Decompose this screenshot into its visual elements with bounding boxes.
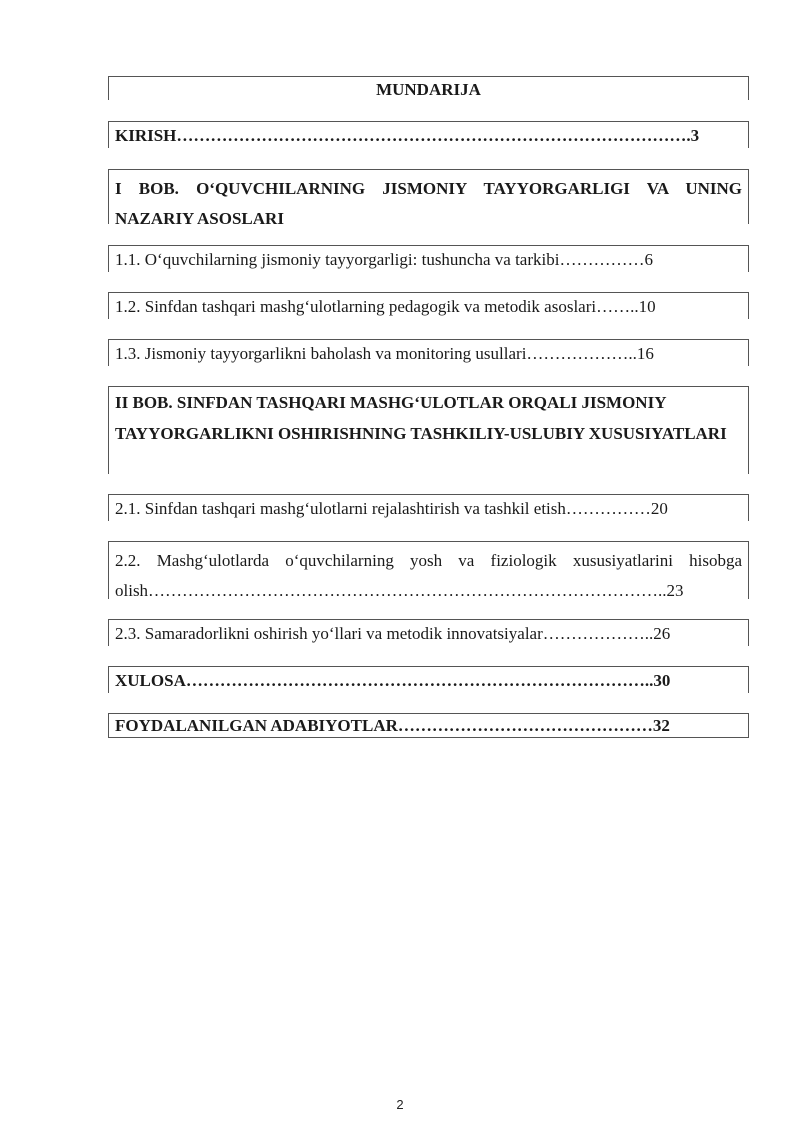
toc-title: MUNDARIJA [108, 76, 749, 100]
toc-entry-1-2: 1.2. Sinfdan tashqari mashg‘ulotlarning pedagogik va metodik asoslari……..10 [108, 292, 749, 319]
toc-entry-references: FOYDALANILGAN ADABIYOTLAR………………………………………32 [108, 713, 749, 738]
toc-chapter-2: II BOB. SINFDAN TASHQARI MASHG‘ULOTLAR ORQALI JISMONIY TAYYORGARLIKNI OSHIRISHNING TASHKILIY-USLUBIY XUSUSIYATLARI [108, 386, 749, 474]
table-of-contents [108, 76, 749, 738]
page-number: 2 [396, 1097, 404, 1112]
toc-entry-2-2: 2.2. Mashg‘ulotlarda o‘quvchilarning yosh va fiziologik xususiyatlarini hisobga olish………………………………………………………………………………..23 [108, 541, 749, 599]
toc-entry-2-3: 2.3. Samaradorlikni oshirish yo‘llari va metodik innovatsiyalar………………..26 [108, 619, 749, 646]
toc-entry-1-3: 1.3. Jismoniy tayyorgarlikni baholash va monitoring usullari………………..16 [108, 339, 749, 366]
toc-entry-xulosa: XULOSA………………………………………………………………………..30 [108, 666, 749, 693]
toc-entry-1-1: 1.1. O‘quvchilarning jismoniy tayyorgarligi: tushuncha va tarkibi……………6 [108, 245, 749, 272]
toc-entry-2-1: 2.1. Sinfdan tashqari mashg‘ulotlarni rejalashtirish va tashkil etish……………20 [108, 494, 749, 521]
toc-entry-kirish: KIRISH……………………………………………………………………………….3 [108, 121, 749, 148]
toc-chapter-1: I BOB. O‘QUVCHILARNING JISMONIY TAYYORGARLIGI VA UNING NAZARIY ASOSLARI [108, 169, 749, 224]
